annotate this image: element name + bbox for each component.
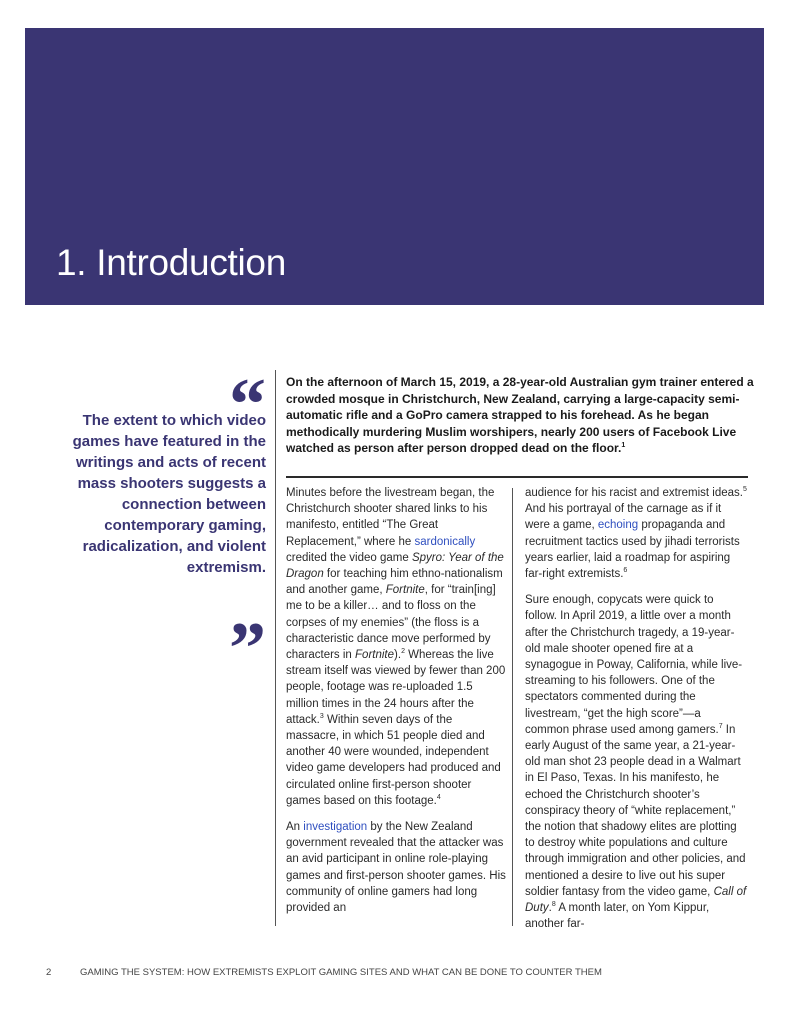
column-divider [275,370,276,926]
body-paragraph: Sure enough, copycats were quick to follow. In April 2019, a little over a month after the Christchurch tragedy, a 19-year-old male shooter opened fire at a synagogue in Poway, California, while live-streaming to his followers. One of the spectators commented during the livestream, “get the high score”—a common phrase used among gamers.$^7$ In early August of the same year, a 21-year-old man shot 23 people dead in a Walmart in El Paso, Texas. In his manifesto, he echoed the Christchurch shooter’s conspiracy theory of “white replacement,” the notion that shadowy elites are plotting to destroy white populations and culture through immigration and other policies, and mentioned a desire to live out his super soldier fantasy from the video game, Call of Duty.$^8$ A month later, on Yom Kippur, another far- [525,594,747,931]
column-divider [512,488,513,926]
chapter-title: 1. Introduction [56,242,286,283]
echoing-link[interactable]: echoing [597,519,639,532]
running-title: GAMING THE SYSTEM: HOW EXTREMISTS EXPLOIT GAMING SITES AND WHAT CAN BE DONE TO COUNTER THEM [80,967,602,978]
footnote-ref[interactable]: 2 [401,648,405,656]
footnote-ref[interactable]: 6 [623,567,628,575]
body-column-right [525,485,747,942]
footnote-ref[interactable]: 7 [718,723,723,731]
body-column-left [286,485,508,926]
footnote-ref[interactable]: 4 [436,794,441,802]
page-footer [46,967,602,978]
lead-paragraph: On the afternoon of March 15, 2019, a 28-year-old Australian gym trainer entered a crowded mosque in Christchurch, New Zealand, carrying a large-capacity semi-automatic rifle and a GoPro camera strapped to his forehead. As he began methodically murdering Muslim worshipers, nearly 200 users of Facebook Live watched as person after person dropped dead on the floor.$^1$ [286,375,754,455]
game-title: Fortnite [385,584,425,597]
chapter-banner [25,28,764,305]
body-paragraph: Minutes before the livestream began, the Christchurch shooter shared links to his manifesto, entitled “The Great Replacement,” where he sardonically credited the video game Spyro: Year of the Dragon for teaching him ethno-nationalism and another game, Fortnite, for “train[ing] me to be a killer… and to floss on the corpses of my enemies” (the floss is a characteristic dance move performed by characters in Fortnite).$^2$ Whereas the live stream itself was viewed by fewer than 200 people, footage was re-uploaded 1.5 million times in the 24 hours after the attack.$^3$ Within seven days of the massacre, in which 51 people died and another 40 were wounded, independent video game developers had produced and circulated online first-person shooter games based on this footage.$^4$ [286,487,506,807]
close-quote-icon: ” [229,608,266,690]
game-title: Call of Duty [525,885,747,915]
page-number: 2 [46,967,52,978]
pull-quote-text: The extent to which video games have featured in the writings and acts of recent mass shooters suggests a connection between contemporary gaming, radicalization, and violent extremism. [72,412,266,576]
footnote-ref[interactable]: 1 [621,442,626,449]
footnote-ref[interactable]: 3 [319,713,324,721]
sardonically-link[interactable]: sardonically [414,535,476,548]
body-paragraph: audience for his racist and extremist ideas.$^5$ And his portrayal of the carnage as if it were a game, echoing propaganda and recruitment tactics used by jihadi terrorists years earlier, laid a roadmap for aspiring far-right extremists.$^6$ [525,486,747,581]
game-title: Spyro: Year of the Dragon [286,551,504,581]
lead-divider [286,476,748,478]
footnote-ref[interactable]: 8 [551,901,556,909]
open-quote-icon: “ [229,364,266,446]
footnote-ref[interactable]: 5 [742,486,747,494]
game-title: Fortnite [355,649,395,662]
body-paragraph: An investigation by the New Zealand government revealed that the attacker was an avid participant in online role-playing games and first-person shooter games. His community of online gamers had long provided an [286,821,506,915]
investigation-link[interactable]: investigation [303,821,368,834]
